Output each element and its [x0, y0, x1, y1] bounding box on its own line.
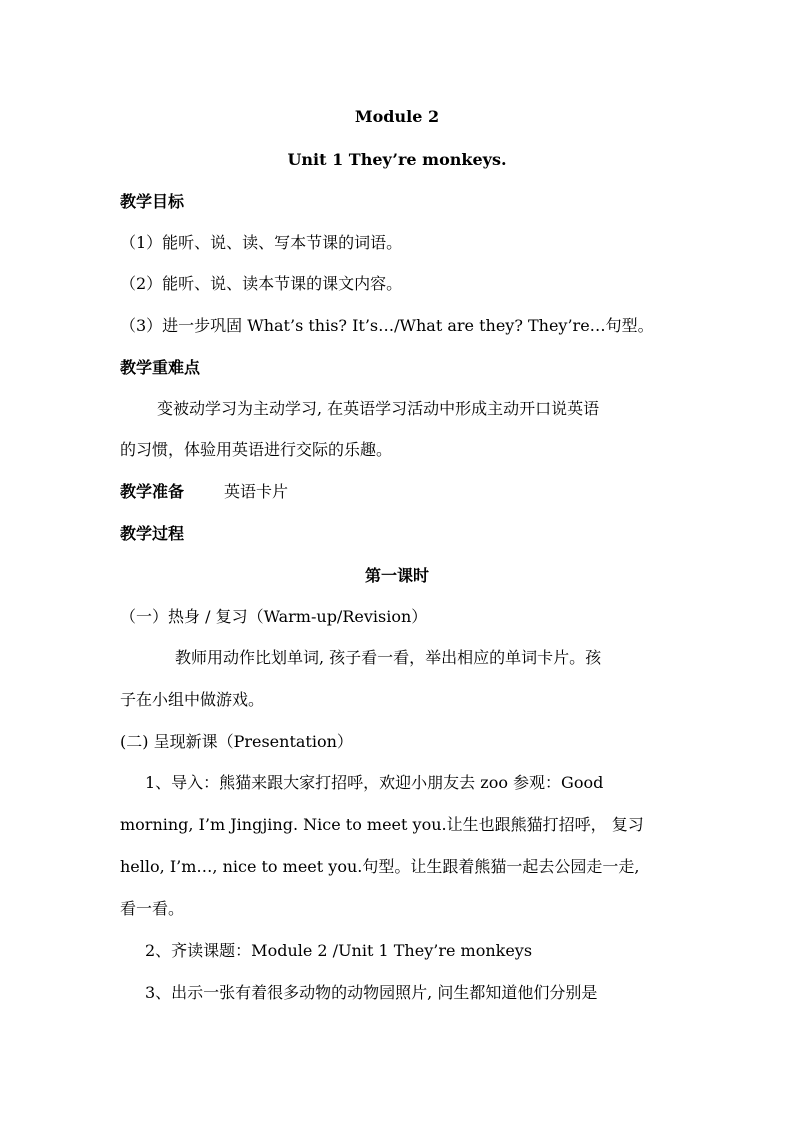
module-title: Module 2 — [354, 107, 440, 126]
step-1-line-2: morning, I’m Jingjing. Nice to meet you.让生也跟熊猫打招呼， 复习 — [120, 815, 644, 834]
preparation-value: 英语卡片 — [224, 482, 289, 501]
key-points-heading: 教学重难点 — [120, 358, 201, 377]
key-points-paragraph-line-1: 变被动学习为主动学习, 在英语学习活动中形成主动开口说英语 — [157, 399, 600, 418]
section-presentation-title: (二) 呈现新课（Presentation） — [120, 732, 353, 751]
section-warmup-title: （一）热身 / 复习（Warm-up/Revision） — [120, 607, 428, 626]
key-points-paragraph-line-2: 的习惯，体验用英语进行交际的乐趣。 — [120, 440, 393, 459]
step-1-line-1: 1、导入：熊猫来跟大家打招呼，欢迎小朋友去 zoo 参观：Good — [145, 773, 604, 792]
step-2-line-1: 2、齐读课题：Module 2 /Unit 1 They’re monkeys — [145, 941, 533, 960]
objective-item-2: （2）能听、说、读本节课的课文内容。 — [120, 274, 403, 293]
step-1-line-4: 看一看。 — [120, 899, 185, 918]
preparation-row — [120, 482, 680, 502]
section-warmup-line-1: 教师用动作比划单词, 孩子看一看，举出相应的单词卡片。孩 — [175, 648, 602, 667]
unit-title: Unit 1 They’re monkeys. — [287, 150, 507, 169]
objective-item-1: （1）能听、说、读、写本节课的词语。 — [120, 233, 403, 252]
section-warmup-line-2: 子在小组中做游戏。 — [120, 690, 265, 709]
preparation-heading: 教学准备 — [120, 482, 185, 501]
objective-item-3: （3）进一步巩固 What’s this? It’s…/What are they? They’re…句型。 — [120, 316, 654, 335]
process-heading: 教学过程 — [120, 524, 185, 543]
step-3-line-1: 3、出示一张有着很多动物的动物园照片, 问生都知道他们分别是 — [145, 983, 598, 1002]
objectives-heading: 教学目标 — [120, 192, 185, 211]
lesson-title: 第一课时 — [364, 566, 429, 585]
step-1-line-3: hello, I’m…, nice to meet you.句型。让生跟着熊猫一起去公园走一走, — [120, 857, 640, 876]
